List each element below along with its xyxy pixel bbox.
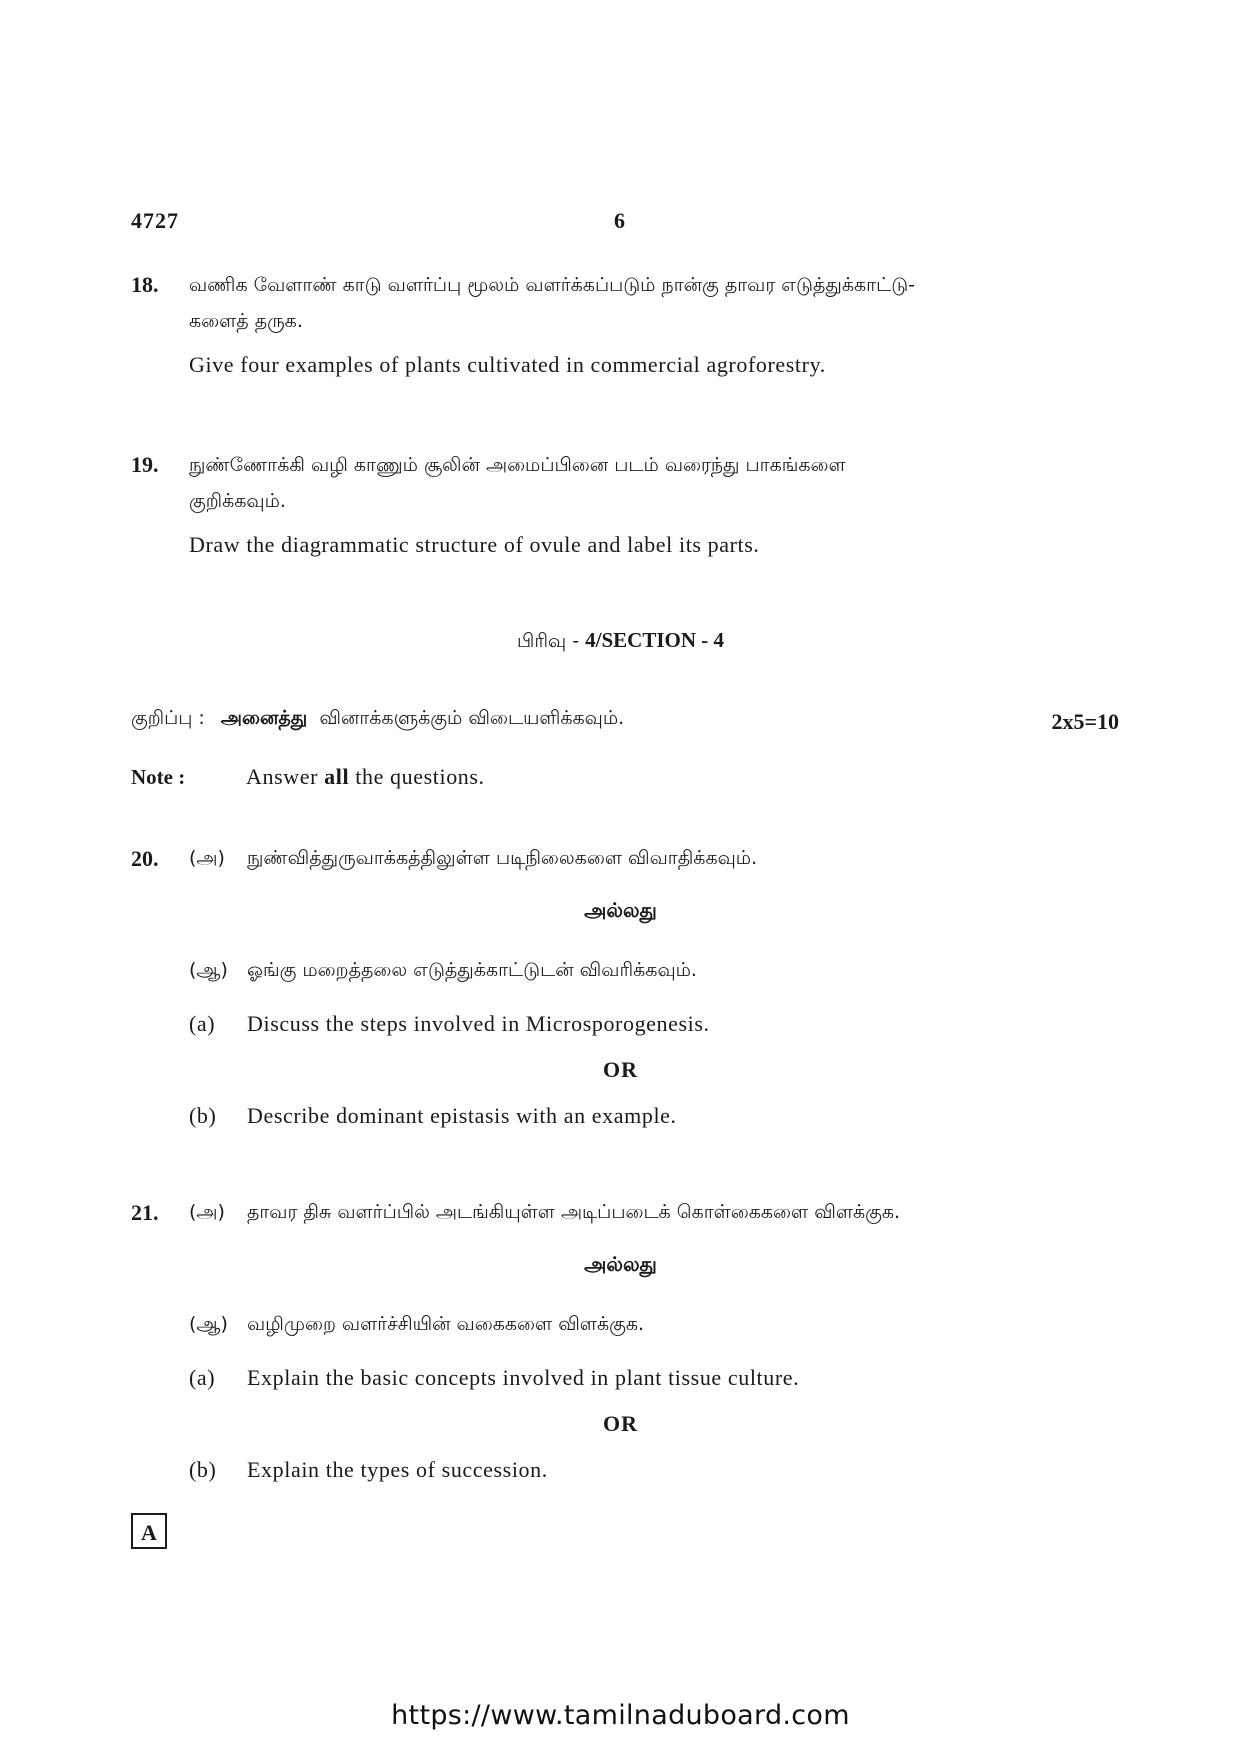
section-heading [0, 628, 1241, 655]
q20-b-tamil-text: ஓங்கு மறைத்தலை எடுத்துக்காட்டுடன் விவரிக்கவும். [247, 959, 697, 981]
question-18-number: 18. [131, 272, 159, 297]
q20-a-english-text: Discuss the steps involved in Microsporogenesis. [247, 1011, 710, 1036]
q21-b-english-text: Explain the types of succession. [247, 1457, 548, 1482]
q21-a-tamil [189, 1194, 900, 1230]
question-18-tamil [189, 267, 1069, 339]
q20-a-label: (a) [189, 1011, 216, 1036]
section-tamil: பிரிவு - [517, 630, 586, 652]
question-21-number: 21. [131, 1200, 159, 1225]
page-number: 6 [614, 208, 625, 233]
q21-or-tamil: அல்லது [584, 1252, 657, 1276]
q20-b-tamil [189, 952, 697, 988]
section-num: 4/ [585, 628, 602, 652]
question-18-english: Give four examples of plants cultivated in commercial agroforestry. [189, 352, 826, 377]
note-english-post: the questions. [349, 764, 485, 789]
q21-or-english: OR [603, 1411, 638, 1436]
note-english-bold: all [324, 764, 350, 789]
q21-b-tamil [189, 1306, 644, 1342]
q21-b-tamil-label: (ஆ) [189, 1313, 228, 1335]
q20-a-english [189, 1011, 710, 1037]
paper-code: 4727 [131, 208, 179, 233]
note-english-label: Note : [131, 765, 186, 789]
q21-b-english [189, 1457, 548, 1483]
q19-tamil-line1: நுண்ணோக்கி வழி காணும் சூலின் அமைப்பினை படம் வரைந்து பாகங்களை [189, 454, 846, 476]
note-english-pre: Answer [246, 764, 325, 789]
q21-b-label: (b) [189, 1457, 217, 1482]
q20-b-english [189, 1103, 677, 1129]
q20-or-english: OR [603, 1057, 638, 1082]
question-19-tamil [189, 447, 1069, 519]
source-url[interactable]: https://www.tamilnaduboard.com [391, 1700, 850, 1731]
q20-or-tamil: அல்லது [584, 898, 657, 922]
question-19-number: 19. [131, 452, 159, 477]
marks-label: 2x5=10 [1051, 709, 1119, 734]
section-english: SECTION - 4 [601, 628, 724, 652]
q21-a-label: (a) [189, 1365, 216, 1390]
q21-a-tamil-label: (அ) [189, 1201, 225, 1223]
note-tamil-label: குறிப்பு : [131, 707, 205, 729]
q21-b-tamil-text: வழிமுறை வளர்ச்சியின் வகைகளை விளக்குக. [247, 1313, 645, 1335]
note-english [131, 764, 485, 790]
q21-a-english [189, 1365, 799, 1391]
q20-a-tamil [189, 840, 757, 876]
q21-a-tamil-text: தாவர திசு வளர்ப்பில் அடங்கியுள்ள அடிப்படைக் கொள்கைகளை விளக்குக. [247, 1201, 901, 1223]
question-20-number: 20. [131, 846, 159, 871]
q19-tamil-line2: குறிக்கவும். [189, 490, 286, 512]
q18-tamil-line1: வணிக வேளாண் காடு வளர்ப்பு மூலம் வளர்க்கப்படும் நான்கு தாவர எடுத்துக்காட்டு- [189, 274, 916, 296]
q20-b-label: (b) [189, 1103, 217, 1128]
q20-b-tamil-label: (ஆ) [189, 959, 228, 981]
q20-a-tamil-text: நுண்வித்துருவாக்கத்திலுள்ள படிநிலைகளை விவாதிக்கவும். [247, 847, 758, 869]
q20-a-tamil-label: (அ) [189, 847, 225, 869]
q20-b-english-text: Describe dominant epistasis with an example. [247, 1103, 677, 1128]
note-tamil-rest: வினாக்களுக்கும் விடையளிக்கவும். [319, 707, 625, 729]
note-tamil [131, 707, 624, 732]
q21-a-english-text: Explain the basic concepts involved in plant tissue culture. [247, 1365, 800, 1390]
paper-version-box: A [131, 1513, 167, 1549]
q18-tamil-line2: களைத் தருக. [189, 310, 303, 332]
note-tamil-bold: அனைத்து [220, 707, 308, 729]
question-19-english: Draw the diagrammatic structure of ovule and label its parts. [189, 532, 760, 557]
